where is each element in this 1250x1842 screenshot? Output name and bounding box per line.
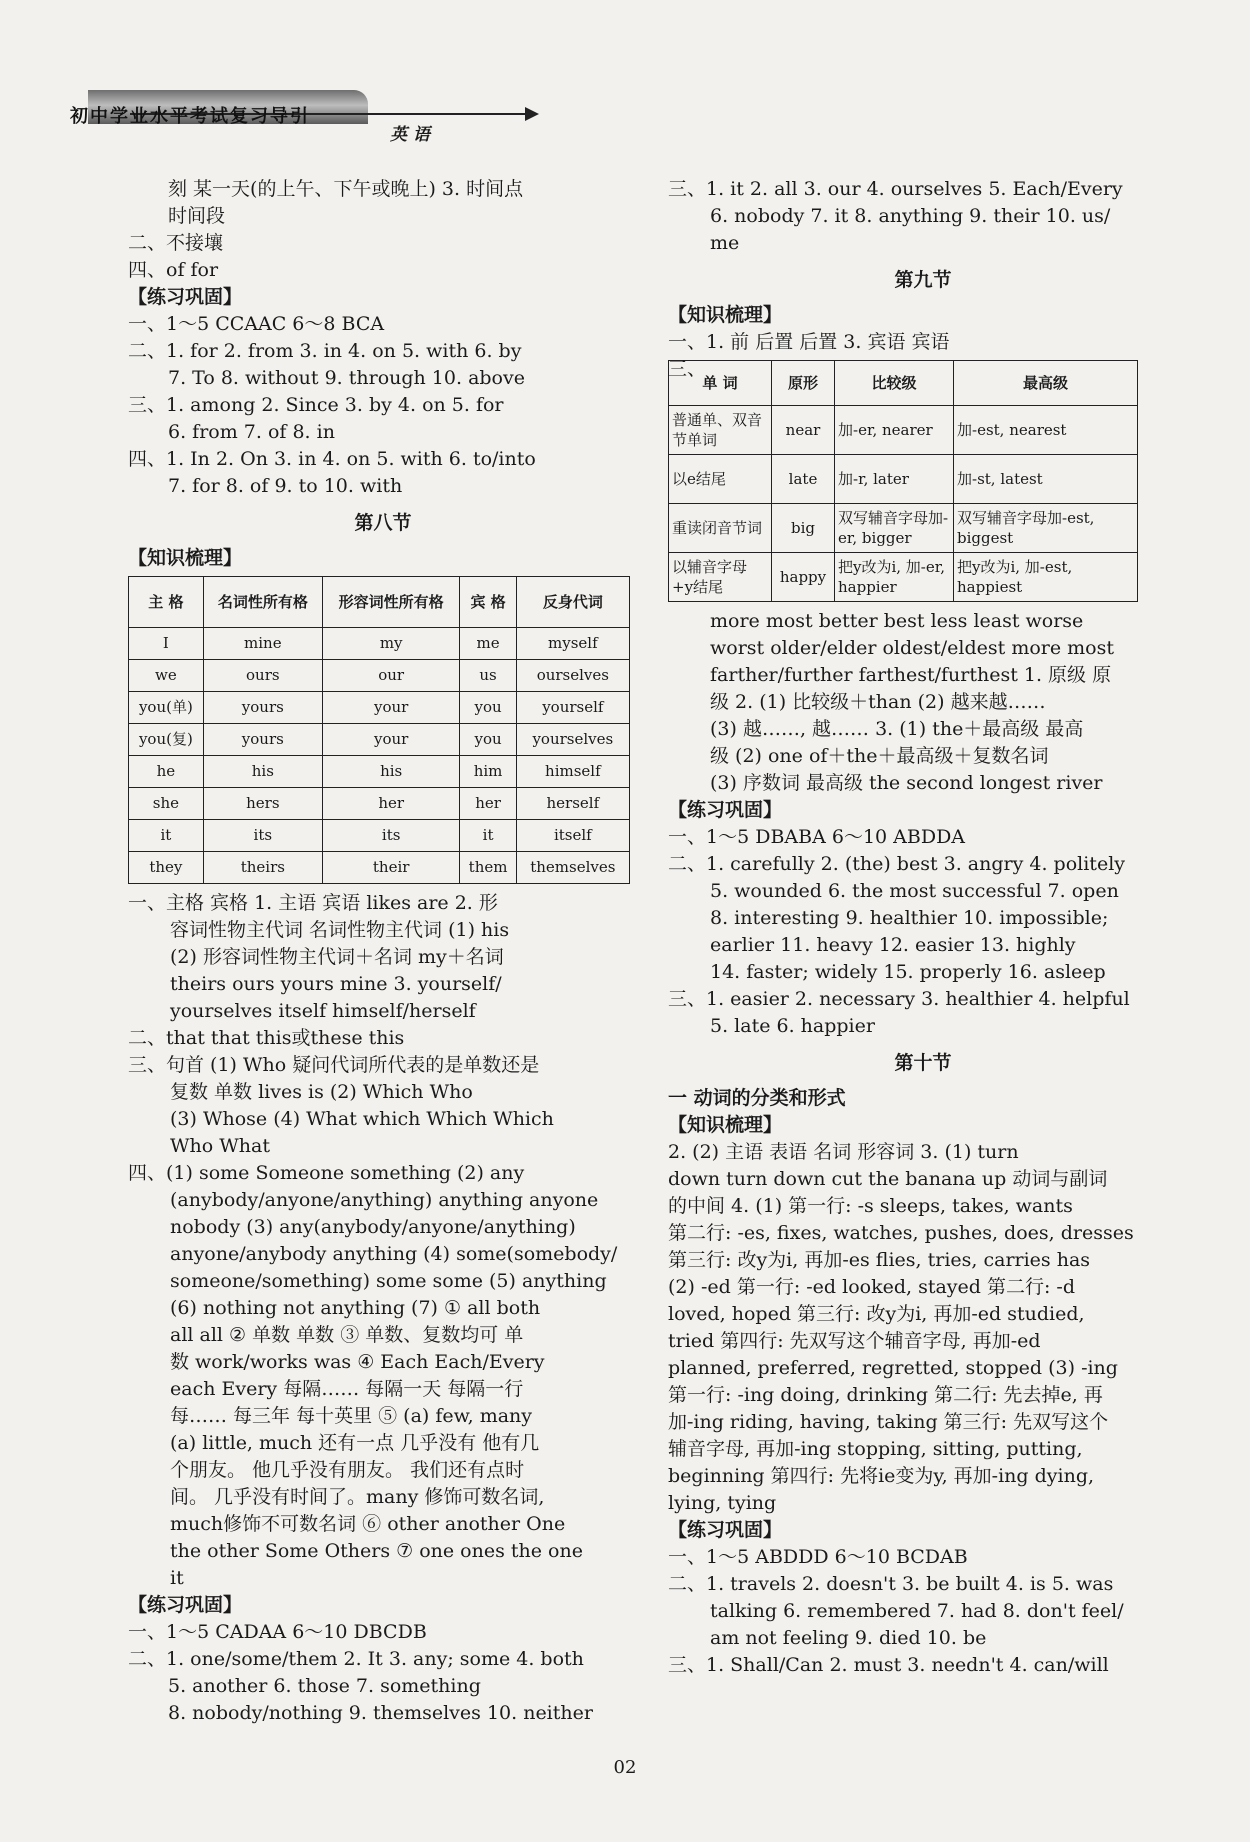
text-line: talking 6. remembered 7. had 8. don't feel/ — [710, 1600, 1124, 1622]
table-row — [129, 692, 630, 724]
text-line: 二、that that this或these this — [128, 1027, 405, 1049]
table-row — [129, 660, 630, 692]
table-header: 反身代词 — [516, 577, 629, 628]
text-line: beginning 第四行: 先将ie变为y, 再加-ing dying, — [668, 1465, 1095, 1487]
table-cell: you(复) — [129, 724, 204, 756]
table-header: 宾 格 — [460, 577, 516, 628]
left-column — [128, 176, 638, 1727]
practice-heading: 【练习巩固】 — [128, 1594, 243, 1616]
table-cell: you — [460, 724, 516, 756]
text-line: more most better best less least worse — [710, 610, 1084, 632]
text-line: 5. another 6. those 7. something — [168, 1675, 481, 1697]
text-line: (3) 序数词 最高级 the second longest river — [710, 772, 1103, 794]
table-cell: happy — [772, 553, 835, 602]
text-line: 一、1～5 CADAA 6～10 DBCDB — [128, 1621, 427, 1643]
practice-heading: 【练习巩固】 — [668, 799, 783, 821]
text-line: 二、不接壤 — [128, 232, 224, 254]
table-cell: our — [322, 660, 460, 692]
table-cell: me — [460, 628, 516, 660]
text-line: each Every 每隔…… 每隔一天 每隔一行 — [170, 1378, 524, 1400]
text-line: 辅音字母, 再加-ing stopping, sitting, putting, — [668, 1438, 1083, 1460]
page-header — [70, 90, 500, 150]
table-header: 名词性所有格 — [203, 577, 322, 628]
text-line: 数 work/works was ④ Each Each/Every — [170, 1351, 545, 1373]
table-row — [129, 788, 630, 820]
table-cell: themselves — [516, 852, 629, 884]
text-line: farther/further farthest/furthest 1. 原级 原 — [710, 664, 1112, 686]
text-line: 7. To 8. without 9. through 10. above — [168, 367, 525, 389]
text-line: all all ② 单数 单数 ③ 单数、复数均可 单 — [170, 1324, 524, 1346]
text-line: am not feeling 9. died 10. be — [710, 1627, 987, 1649]
table-header: 比较级 — [835, 361, 954, 406]
table-cell: your — [322, 724, 460, 756]
table-cell: them — [460, 852, 516, 884]
text-line: (anybody/anyone/anything) anything anyone — [170, 1189, 599, 1211]
table-row — [669, 406, 1138, 455]
table-cell: myself — [516, 628, 629, 660]
table-cell: she — [129, 788, 204, 820]
table-cell: itself — [516, 820, 629, 852]
text-line: 三、句首 (1) Who 疑问代词所代表的是单数还是 — [128, 1054, 540, 1076]
table-cell: 加-st, latest — [954, 455, 1138, 504]
text-line: 一、1～5 ABDDD 6～10 BCDAB — [668, 1546, 968, 1568]
table-cell: yours — [203, 724, 322, 756]
text-line: 三、1. among 2. Since 3. by 4. on 5. for — [128, 394, 504, 416]
comparison-table — [668, 360, 1138, 602]
table-cell: 双写辅音字母加-er, bigger — [835, 504, 954, 553]
table-cell: 把y改为i, 加-er, happier — [835, 553, 954, 602]
text-line: 一、主格 宾格 1. 主语 宾语 likes are 2. 形 — [128, 892, 498, 914]
table-cell: yourselves — [516, 724, 629, 756]
text-line: 三、1. Shall/Can 2. must 3. needn't 4. can/will — [668, 1654, 1109, 1676]
table-row — [129, 756, 630, 788]
text-line: 级 (2) one of＋the＋最高级＋复数名词 — [710, 745, 1049, 767]
table-cell: 以e结尾 — [669, 455, 772, 504]
table-cell: you(单) — [129, 692, 204, 724]
table-cell: us — [460, 660, 516, 692]
text-line: 三、1. it 2. all 3. our 4. ourselves 5. Each/Every — [668, 178, 1123, 200]
text-line: 复数 单数 lives is (2) Which Who — [170, 1081, 473, 1103]
table-header: 最高级 — [954, 361, 1138, 406]
text-line: 7. for 8. of 9. to 10. with — [168, 475, 403, 497]
text-line: anyone/anybody anything (4) some(somebody/ — [170, 1243, 618, 1265]
text-line: earlier 11. heavy 12. easier 13. highly — [710, 934, 1076, 956]
text-line: 每…… 每三年 每十英里 ⑤ (a) few, many — [170, 1405, 533, 1427]
table-cell: I — [129, 628, 204, 660]
sub-heading: 一 动词的分类和形式 — [668, 1087, 846, 1109]
table-row — [129, 852, 630, 884]
text-line: much修饰不可数名词 ⑥ other another One — [170, 1513, 566, 1535]
text-line: someone/something) some some (5) anything — [170, 1270, 607, 1292]
text-line: 四、1. In 2. On 3. in 4. on 5. with 6. to/into — [128, 448, 536, 470]
text-line: 时间段 — [168, 205, 226, 227]
table-row — [129, 724, 630, 756]
text-line: 一、1～5 DBABA 6～10 ABDDA — [668, 826, 966, 848]
text-line: 一、1～5 CCAAC 6～8 BCA — [128, 313, 385, 335]
table-cell: his — [322, 756, 460, 788]
text-line: planned, preferred, regretted, stopped (3) -ing — [668, 1357, 1118, 1379]
text-line: 刻 某一天(的上午、下午或晚上) 3. 时间点 — [168, 178, 524, 200]
text-line: 四、(1) some Someone something (2) any — [128, 1162, 525, 1184]
text-line: 第一行: -ing doing, drinking 第二行: 先去掉e, 再 — [668, 1384, 1103, 1406]
text-line: 6. nobody 7. it 8. anything 9. their 10. us/ — [710, 205, 1111, 227]
text-line: me — [710, 232, 740, 254]
table-cell: 把y改为i, 加-est, happiest — [954, 553, 1138, 602]
table-cell: they — [129, 852, 204, 884]
table-cell: it — [460, 820, 516, 852]
table-cell: himself — [516, 756, 629, 788]
pronoun-table — [128, 576, 630, 884]
table-cell: its — [322, 820, 460, 852]
table-cell: yours — [203, 692, 322, 724]
text-line: yourselves itself himself/herself — [170, 1000, 476, 1022]
knowledge-heading: 【知识梳理】 — [668, 304, 783, 326]
text-line: (3) 越……, 越…… 3. (1) the＋最高级 最高 — [710, 718, 1084, 740]
table-cell: he — [129, 756, 204, 788]
text-line: down turn down cut the banana up 动词与副词 — [668, 1168, 1108, 1190]
text-line: 5. late 6. happier — [710, 1015, 875, 1037]
text-line: nobody (3) any(anybody/anyone/anything) — [170, 1216, 576, 1238]
table-cell: their — [322, 852, 460, 884]
section-title: 第九节 — [894, 269, 952, 291]
text-line: lying, tying — [668, 1492, 777, 1514]
table-header: 单 词 — [669, 361, 772, 406]
table-cell: theirs — [203, 852, 322, 884]
table-cell: late — [772, 455, 835, 504]
table-cell: her — [460, 788, 516, 820]
text-line: 6. from 7. of 8. in — [168, 421, 335, 443]
table-header: 形容词性所有格 — [322, 577, 460, 628]
text-line: 四、of for — [128, 259, 219, 281]
table-cell: 加-er, nearer — [835, 406, 954, 455]
table-cell: herself — [516, 788, 629, 820]
knowledge-heading: 【知识梳理】 — [128, 547, 243, 569]
text-line: (a) little, much 还有一点 几乎没有 他有几 — [170, 1432, 540, 1454]
page-number: 02 — [613, 1757, 637, 1778]
table-cell: 普通单、双音节单词 — [669, 406, 772, 455]
text-line: the other Some Others ⑦ one ones the one — [170, 1540, 583, 1562]
text-line: 三、1. easier 2. necessary 3. healthier 4. helpful — [668, 988, 1130, 1010]
text-line: (2) -ed 第一行: -ed looked, stayed 第二行: -d — [668, 1276, 1075, 1298]
text-line: (6) nothing not anything (7) ① all both — [170, 1297, 541, 1319]
text-line: 的中间 4. (1) 第一行: -s sleeps, takes, wants — [668, 1195, 1073, 1217]
header-arrow-icon — [525, 107, 539, 121]
text-line: it — [170, 1567, 184, 1589]
table-cell: 重读闭音节词 — [669, 504, 772, 553]
table-cell: her — [322, 788, 460, 820]
text-line: 第三行: 改y为i, 再加-es flies, tries, carries has — [668, 1249, 1091, 1271]
table-row — [669, 504, 1138, 553]
table-row — [669, 455, 1138, 504]
text-line: 二、1. travels 2. doesn't 3. be built 4. is 5. was — [668, 1573, 1114, 1595]
text-line: (2) 形容词性物主代词＋名词 my＋名词 — [170, 946, 504, 968]
text-line: 级 2. (1) 比较级＋than (2) 越来越…… — [710, 691, 1046, 713]
text-line: theirs ours yours mine 3. yourself/ — [170, 973, 502, 995]
text-line: 二、1. one/some/them 2. It 3. any; some 4. both — [128, 1648, 584, 1670]
table-cell: we — [129, 660, 204, 692]
table-cell: ourselves — [516, 660, 629, 692]
text-line: loved, hoped 第三行: 改y为i, 再加-ed studied, — [668, 1303, 1085, 1325]
text-line: tried 第四行: 先双写这个辅音字母, 再加-ed — [668, 1330, 1041, 1352]
text-line: 加-ing riding, having, taking 第三行: 先双写这个 — [668, 1411, 1109, 1433]
text-line: Who What — [170, 1135, 270, 1157]
table-cell: near — [772, 406, 835, 455]
table-cell: hers — [203, 788, 322, 820]
text-line: 间。 几乎没有时间了。many 修饰可数名词, — [170, 1486, 545, 1508]
table-cell: big — [772, 504, 835, 553]
text-line: worst older/elder oldest/eldest more most — [710, 637, 1114, 659]
text-line: 二、1. for 2. from 3. in 4. on 5. with 6. by — [128, 340, 522, 362]
text-line: 8. interesting 9. healthier 10. impossible; — [710, 907, 1109, 929]
table-cell: ours — [203, 660, 322, 692]
table-row — [129, 628, 630, 660]
text-line: 二、1. carefully 2. (the) best 3. angry 4. politely — [668, 853, 1126, 875]
table-cell: it — [129, 820, 204, 852]
table-header: 原形 — [772, 361, 835, 406]
table-cell: mine — [203, 628, 322, 660]
book-title: 初中学业水平考试复习导引 — [70, 106, 310, 127]
right-column: 三、1. it 2. all 3. our 4. ourselves 5. Each/Every 6. nobody 7. it 8. anything 9. their 10. us/ me 第九节 【知识梳理】 一、1. 前 后置 后置 3. 宾语 宾语 三、 单 词 原形 比较级 最高级 普通单、双音节单词 near 加-er, nearer 加-est, nearest 以e结尾 late 加-r, later 加-st, latest 重读闭音节词 big 双写辅音字母加-er, bigger 双写辅音字母加-est, biggest 以辅音字母+y结尾 happy 把y改为i, 加-er, happier 把y改为i, 加-est, happiest more most better best less least worse worst older/elder oldest/eldest more most farther/further farthest/furthest 1. 原级 原 级 2. (1) 比较级＋than (2) 越来越…… (3) 越……, 越…… 3. (1) the＋最高级 最高 级 (2) one of＋the＋最高级＋复数名词 (3) 序数词 最高级 the second longest river 【练习巩固】 一、1～5 DBABA 6～10 ABDDA 二、1. carefully 2. (the) best 3. angry 4. politely 5. wounded 6. the most successful 7. open 8. interesting 9. healthier 10. impossible; earlier 11. heavy 12. easier 13. highly 14. faster; widely 15. properly 16. asleep 三、1. easier 2. necessary 3. healthier 4. helpful 5. late 6. happier 第十节 一 动词的分类和形式 【知识梳理】 2. (2) 主语 表语 名词 形容词 3. (1) turn down turn down cut the banana up 动词与副词 的中间 4. (1) 第一行: -s sleeps, takes, wants 第二行: -es, fixes, watches, pushes, does, dresses 第三行: 改y为i, 再加-es flies, tries, carries has (2) -ed 第一行: -ed looked, stayed 第二行: -d loved, hoped 第三行: 改y为i, 再加-ed studied, tried 第四行: 先双写这个辅音字母, 再加-ed planned, preferred, regretted, stopped (3) -ing 第一行: -ing doing, drinking 第二行: 先去掉e, 再 加-ing riding, having, taking 第三行: 先双写这个 辅音字母, 再加-ing stopping, sitting, putting, beginning 第四行: 先将ie变为y, 再加-ing dying, lying, tying 【练习巩固】 一、1～5 ABDDD 6～10 BCDAB 二、1. travels 2. doesn't 3. be built 4. is 5. was talking 6. remembered 7. had 8. don't feel/ am not feeling 9. died 10. be 三、1. Shall/Can 2. must 3. needn't 4. can/will — [668, 176, 1178, 1679]
table-header: 主 格 — [129, 577, 204, 628]
table-cell: yourself — [516, 692, 629, 724]
text-line: 容词性物主代词 名词性物主代词 (1) his — [170, 919, 510, 941]
practice-heading: 【练习巩固】 — [668, 1519, 783, 1541]
text-line: 个朋友。 他几乎没有朋友。 我们还有点时 — [170, 1459, 525, 1481]
table-cell: 加-r, later — [835, 455, 954, 504]
table-row — [669, 553, 1138, 602]
table-cell: my — [322, 628, 460, 660]
section-title: 第十节 — [894, 1052, 952, 1074]
text-line: 一、1. 前 后置 后置 3. 宾语 宾语 — [668, 331, 950, 353]
table-cell: 双写辅音字母加-est, biggest — [954, 504, 1138, 553]
table-cell: his — [203, 756, 322, 788]
text-line: 2. (2) 主语 表语 名词 形容词 3. (1) turn — [668, 1141, 1019, 1163]
text-line: 8. nobody/nothing 9. themselves 10. neither — [168, 1702, 593, 1724]
text-line: 5. wounded 6. the most successful 7. open — [710, 880, 1119, 902]
text-line: 第二行: -es, fixes, watches, pushes, does, dresses — [668, 1222, 1134, 1244]
table-cell: its — [203, 820, 322, 852]
text-line: 14. faster; widely 15. properly 16. asleep — [710, 961, 1106, 983]
table-cell: 加-est, nearest — [954, 406, 1138, 455]
table-cell: 以辅音字母+y结尾 — [669, 553, 772, 602]
table-cell: your — [322, 692, 460, 724]
table-cell: you — [460, 692, 516, 724]
subject-label: 英 语 — [390, 125, 430, 145]
table-row — [129, 820, 630, 852]
practice-heading: 【练习巩固】 — [128, 286, 243, 308]
section-title: 第八节 — [354, 512, 412, 534]
text-line: (3) Whose (4) What which Which Which — [170, 1108, 554, 1130]
knowledge-heading: 【知识梳理】 — [668, 1114, 783, 1136]
table-cell: him — [460, 756, 516, 788]
